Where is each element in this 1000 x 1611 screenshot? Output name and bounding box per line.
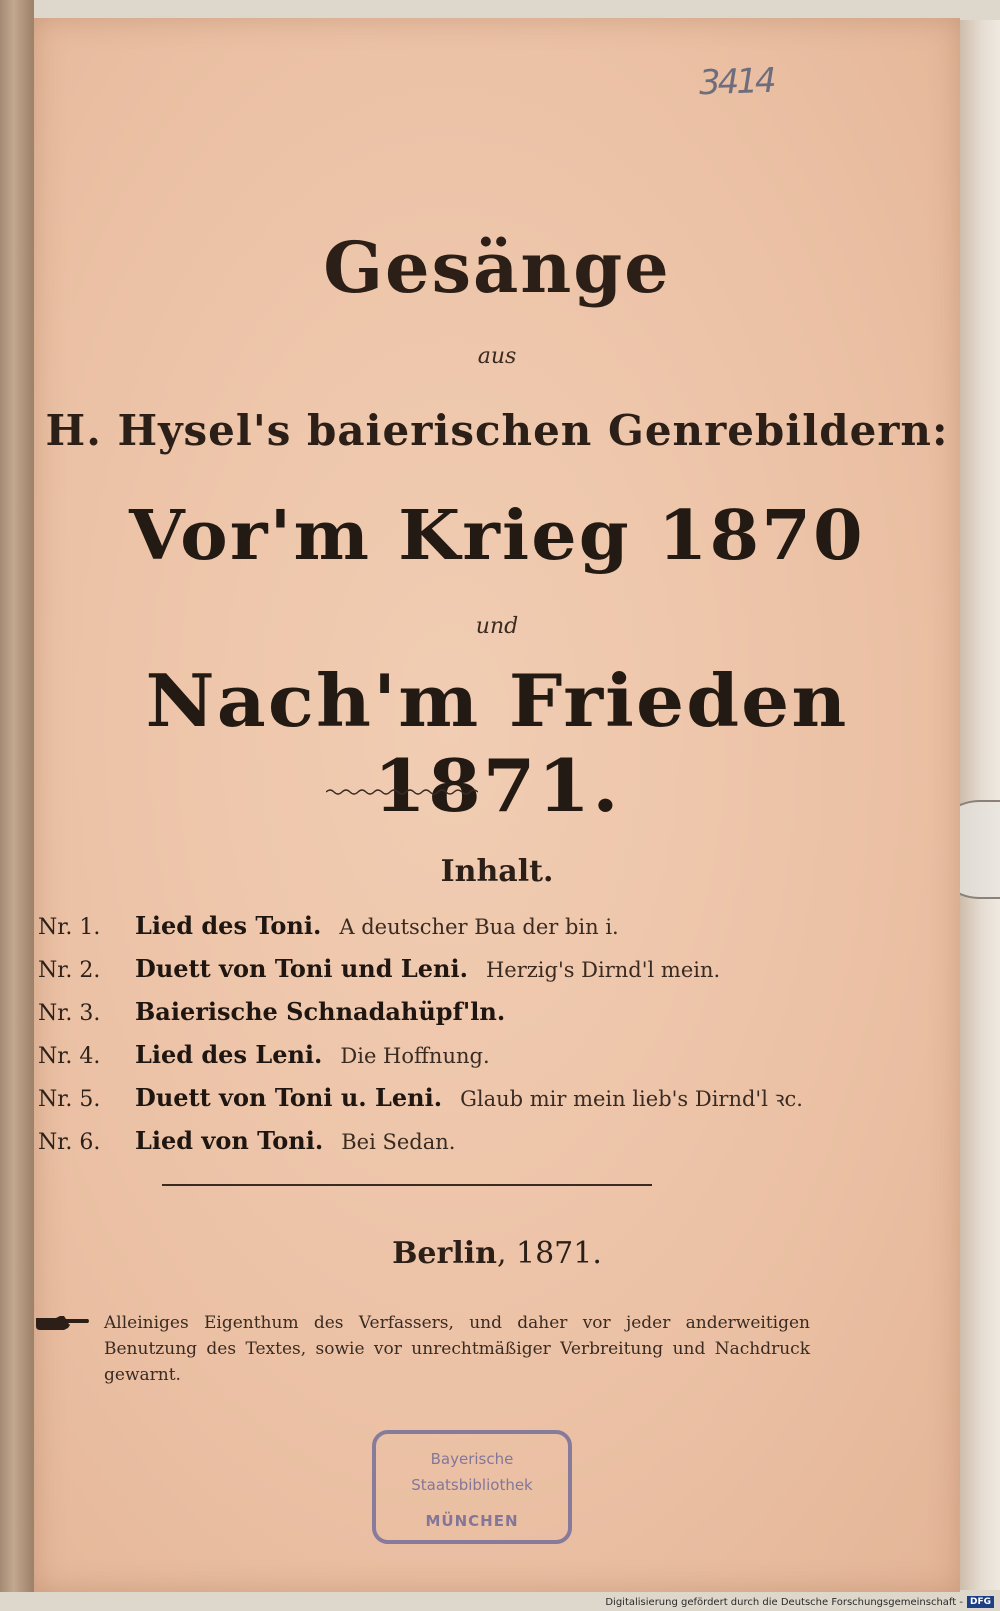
item-number: Nr. 6. bbox=[38, 1130, 101, 1155]
stamp-line: MÜNCHEN bbox=[425, 1512, 519, 1530]
connector-aus: aus bbox=[477, 344, 517, 369]
dfg-logo-icon: DFG bbox=[967, 1596, 994, 1608]
item-title: Lied des Toni. bbox=[135, 911, 322, 940]
imprint bbox=[34, 1236, 960, 1271]
contents-list bbox=[38, 911, 938, 1169]
item-title: Lied des Leni. bbox=[135, 1040, 323, 1069]
stamp-line: Staatsbibliothek bbox=[411, 1476, 533, 1494]
item-subtitle: Bei Sedan. bbox=[341, 1130, 456, 1154]
library-stamp bbox=[372, 1430, 572, 1544]
footer-text: Digitalisierung gefördert durch die Deutsche Forschungsgemeinschaft - bbox=[605, 1596, 963, 1608]
title-page bbox=[34, 18, 960, 1592]
item-title: Baierische Schnadahüpf'ln. bbox=[135, 997, 506, 1026]
wavy-divider bbox=[326, 788, 478, 796]
item-number: Nr. 2. bbox=[38, 958, 101, 983]
item-title: Duett von Toni und Leni. bbox=[135, 954, 468, 983]
copyright-notice: Alleiniges Eigenthum des Verfassers, und daher vor jeder anderweitigen Benutzung des Textes, sowie vor unrechtmäßiger Verbreitung und Nachdruck gewarnt. bbox=[104, 1313, 810, 1385]
heading-war: Vor'm Krieg 1870 bbox=[129, 496, 865, 576]
shelfmark-handwritten: 3414 bbox=[698, 60, 775, 104]
list-item bbox=[38, 911, 938, 954]
stamp-line: Bayerische bbox=[430, 1450, 514, 1468]
pointing-hand-icon bbox=[34, 1314, 90, 1332]
item-number: Nr. 3. bbox=[38, 1001, 101, 1026]
item-subtitle: Die Hoffnung. bbox=[340, 1044, 490, 1068]
item-number: Nr. 4. bbox=[38, 1044, 101, 1069]
item-subtitle: Herzig's Dirnd'l mein. bbox=[485, 958, 721, 982]
list-item bbox=[38, 1040, 938, 1083]
item-title: Lied von Toni. bbox=[135, 1126, 324, 1155]
list-item bbox=[38, 1083, 938, 1126]
item-subtitle: A deutscher Bua der bin i. bbox=[339, 915, 619, 939]
digitization-footer bbox=[605, 1594, 994, 1610]
page-subtitle: H. Hysel's baierischen Genrebildern: bbox=[45, 406, 949, 455]
list-item bbox=[38, 1126, 938, 1169]
item-number: Nr. 1. bbox=[38, 915, 101, 940]
imprint-year: , 1871. bbox=[496, 1236, 602, 1271]
connector-und: und bbox=[475, 614, 519, 639]
imprint-place: Berlin bbox=[392, 1236, 497, 1271]
list-item bbox=[38, 954, 938, 997]
item-subtitle: Glaub mir mein lieb's Dirnd'l ꝛc. bbox=[460, 1087, 803, 1111]
list-item bbox=[38, 997, 938, 1040]
heading-peace: Nach'm Frieden 1871. bbox=[145, 658, 849, 828]
contents-heading: Inhalt. bbox=[440, 854, 554, 889]
item-title: Duett von Toni u. Leni. bbox=[135, 1083, 443, 1112]
page-title: Gesänge bbox=[323, 226, 671, 309]
horizontal-rule bbox=[162, 1184, 652, 1186]
item-number: Nr. 5. bbox=[38, 1087, 101, 1112]
